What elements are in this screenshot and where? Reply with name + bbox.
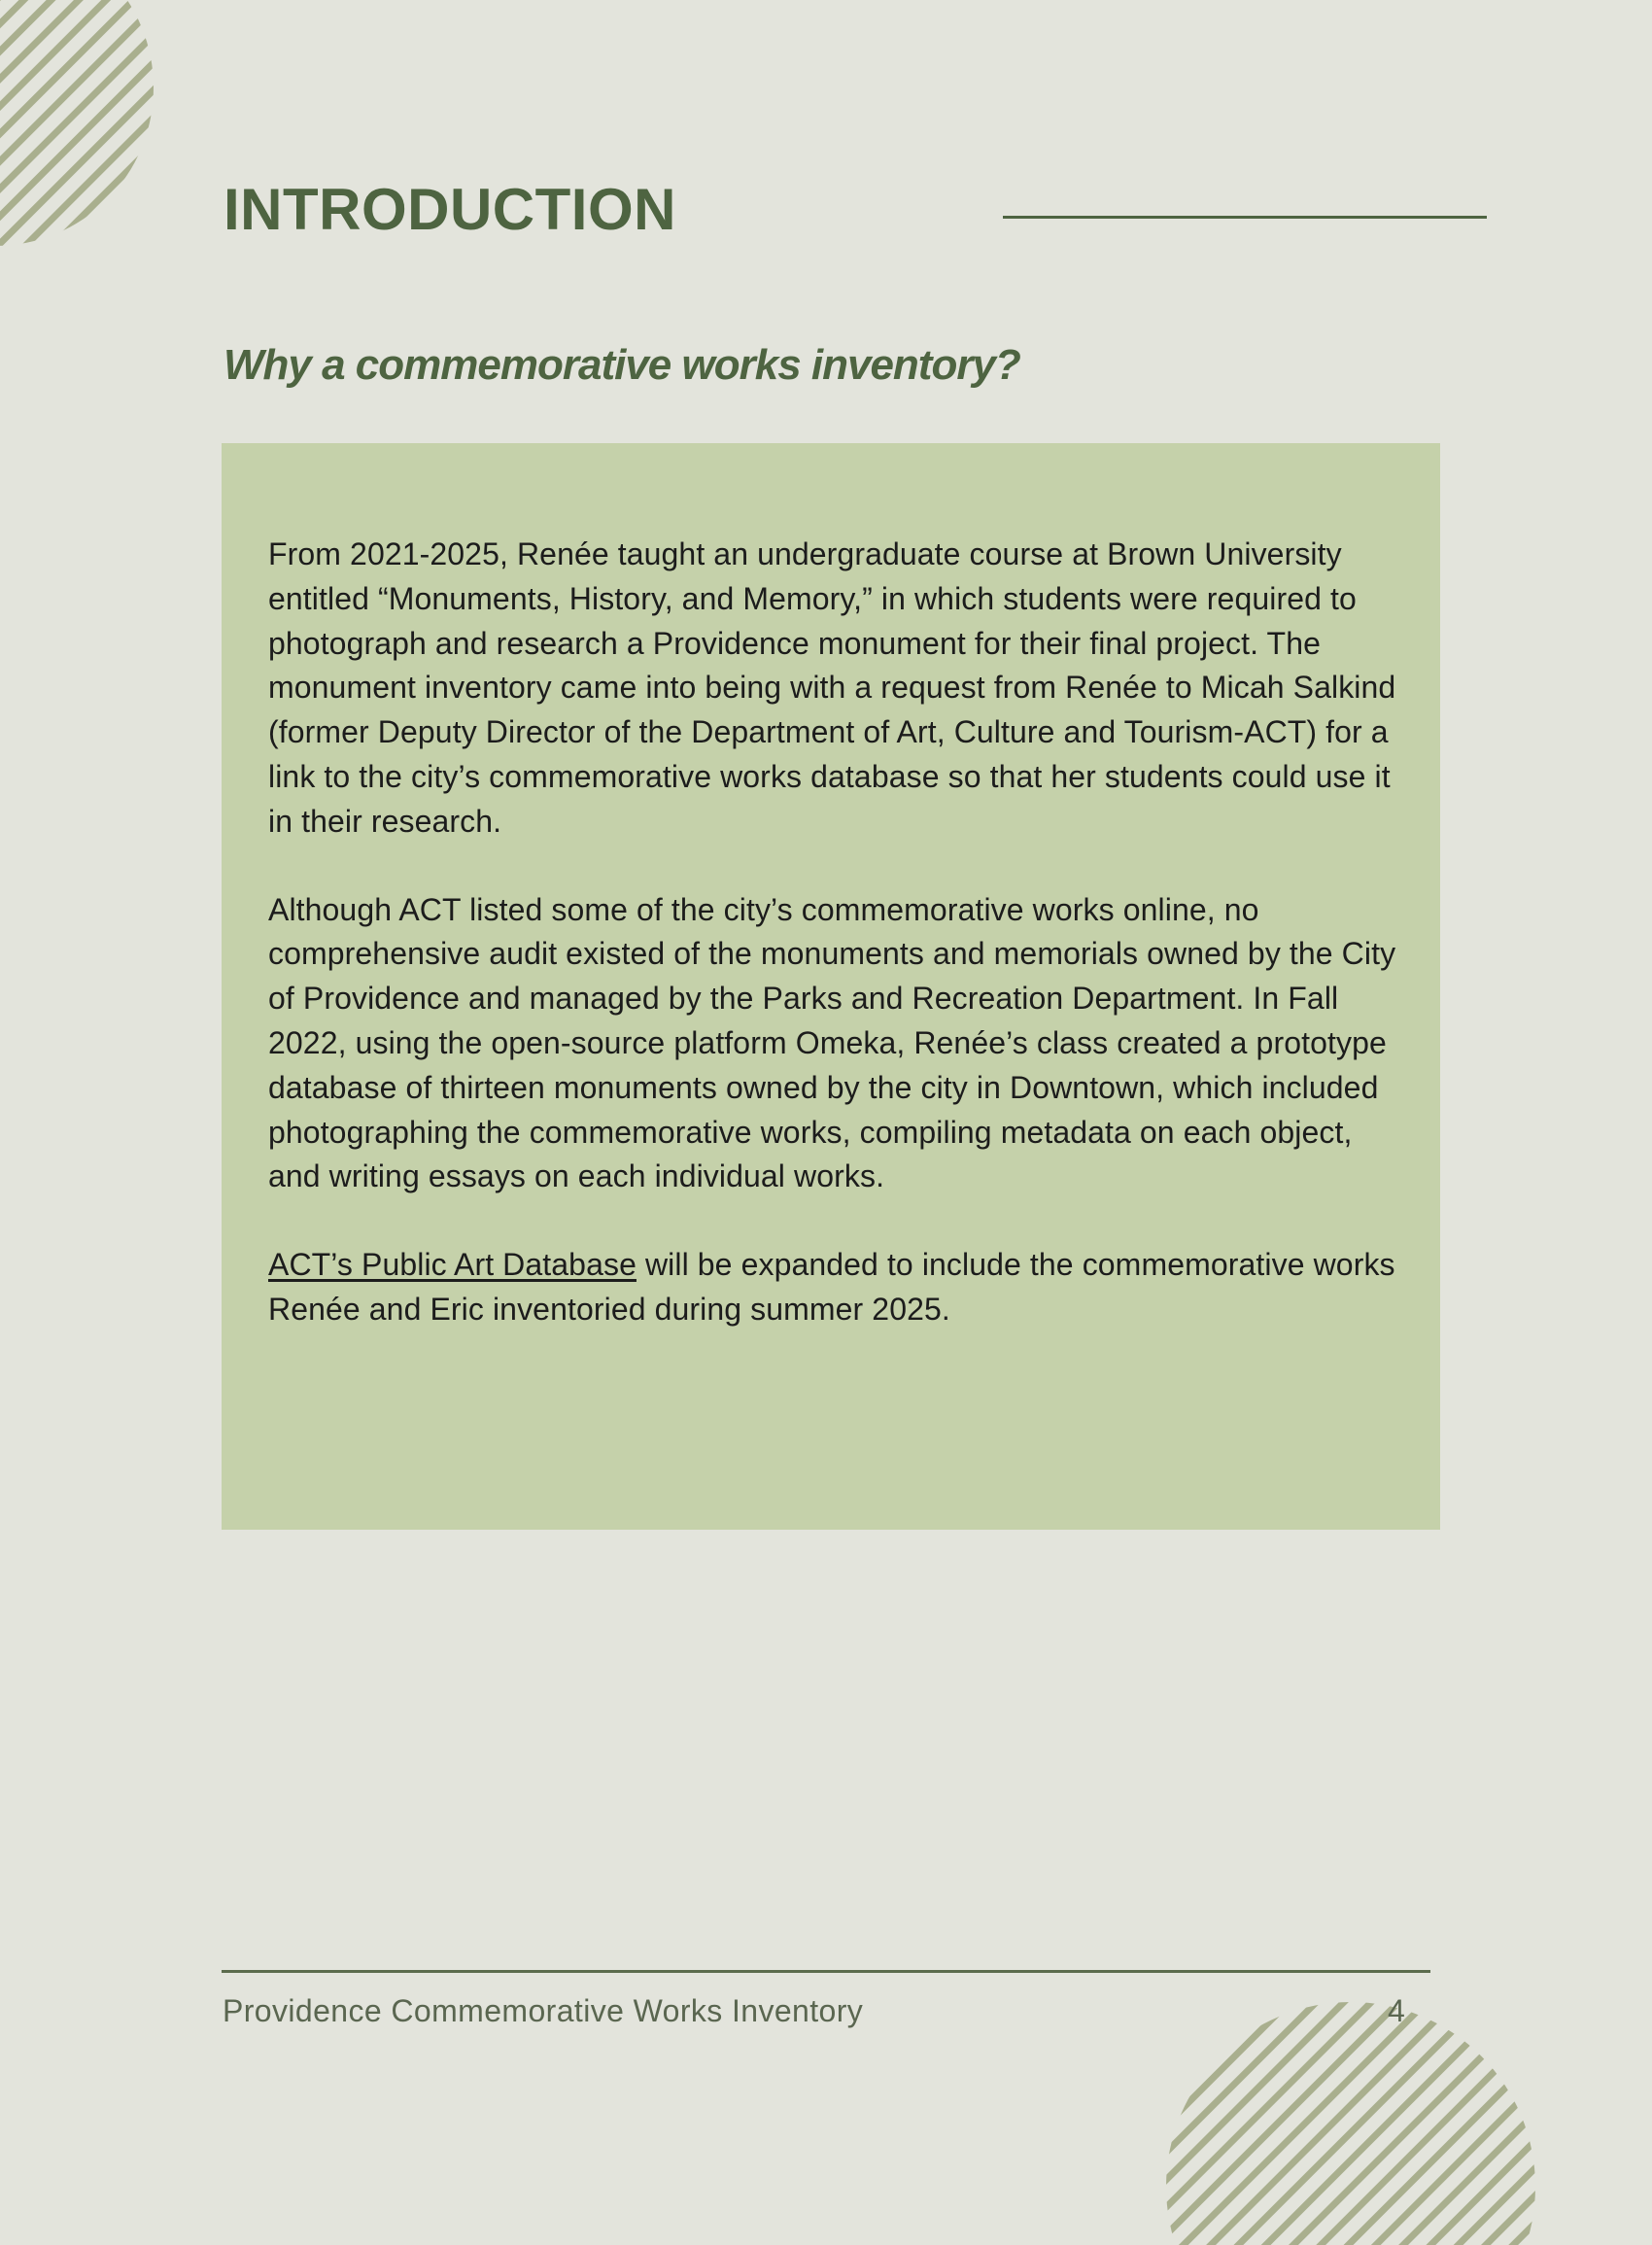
footer-title: Providence Commemorative Works Inventory: [223, 1993, 864, 2028]
striped-circle-decoration-bottom: [1156, 1992, 1545, 2245]
title-divider: [1003, 216, 1487, 219]
striped-circle-decoration-top: [0, 0, 155, 321]
intro-content-box: [222, 443, 1440, 1530]
page-number: 4: [1388, 1993, 1405, 2028]
intro-paragraph-3-text: will be expanded to include the commemorative works Renée and Eric inventoried during summer 2025.: [268, 1247, 1395, 1327]
footer-divider: [222, 1970, 1430, 1973]
intro-paragraph-3: [268, 1243, 1407, 1332]
page-title: INTRODUCTION: [224, 177, 676, 242]
public-art-database-link[interactable]: ACT’s Public Art Database: [268, 1247, 637, 1283]
section-subtitle: Why a commemorative works inventory?: [224, 341, 1020, 389]
intro-paragraph-1: From 2021-2025, Renée taught an undergraduate course at Brown University entitled “Monuments, History, and Memory,” in which students were required to photograph and research a Providence monument for their final project. The monument inventory came into being with a request from Renée to Micah Salkind (former Deputy Director of the Department of Art, Culture and Tourism-ACT) for a link to the city’s commemorative works database so that her students could use it in their research.: [268, 536, 1396, 839]
intro-paragraph-2: Although ACT listed some of the city’s commemorative works online, no comprehensive audit existed of the monuments and memorials owned by the City of Providence and managed by the Parks and Recreation Department. In Fall 2022, using the open-source platform Omeka, Renée’s class created a prototype database of thirteen monuments owned by the city in Downtown, which included photographing the commemorative works, compiling metadata on each object, and writing essays on each individual works.: [268, 891, 1396, 1194]
